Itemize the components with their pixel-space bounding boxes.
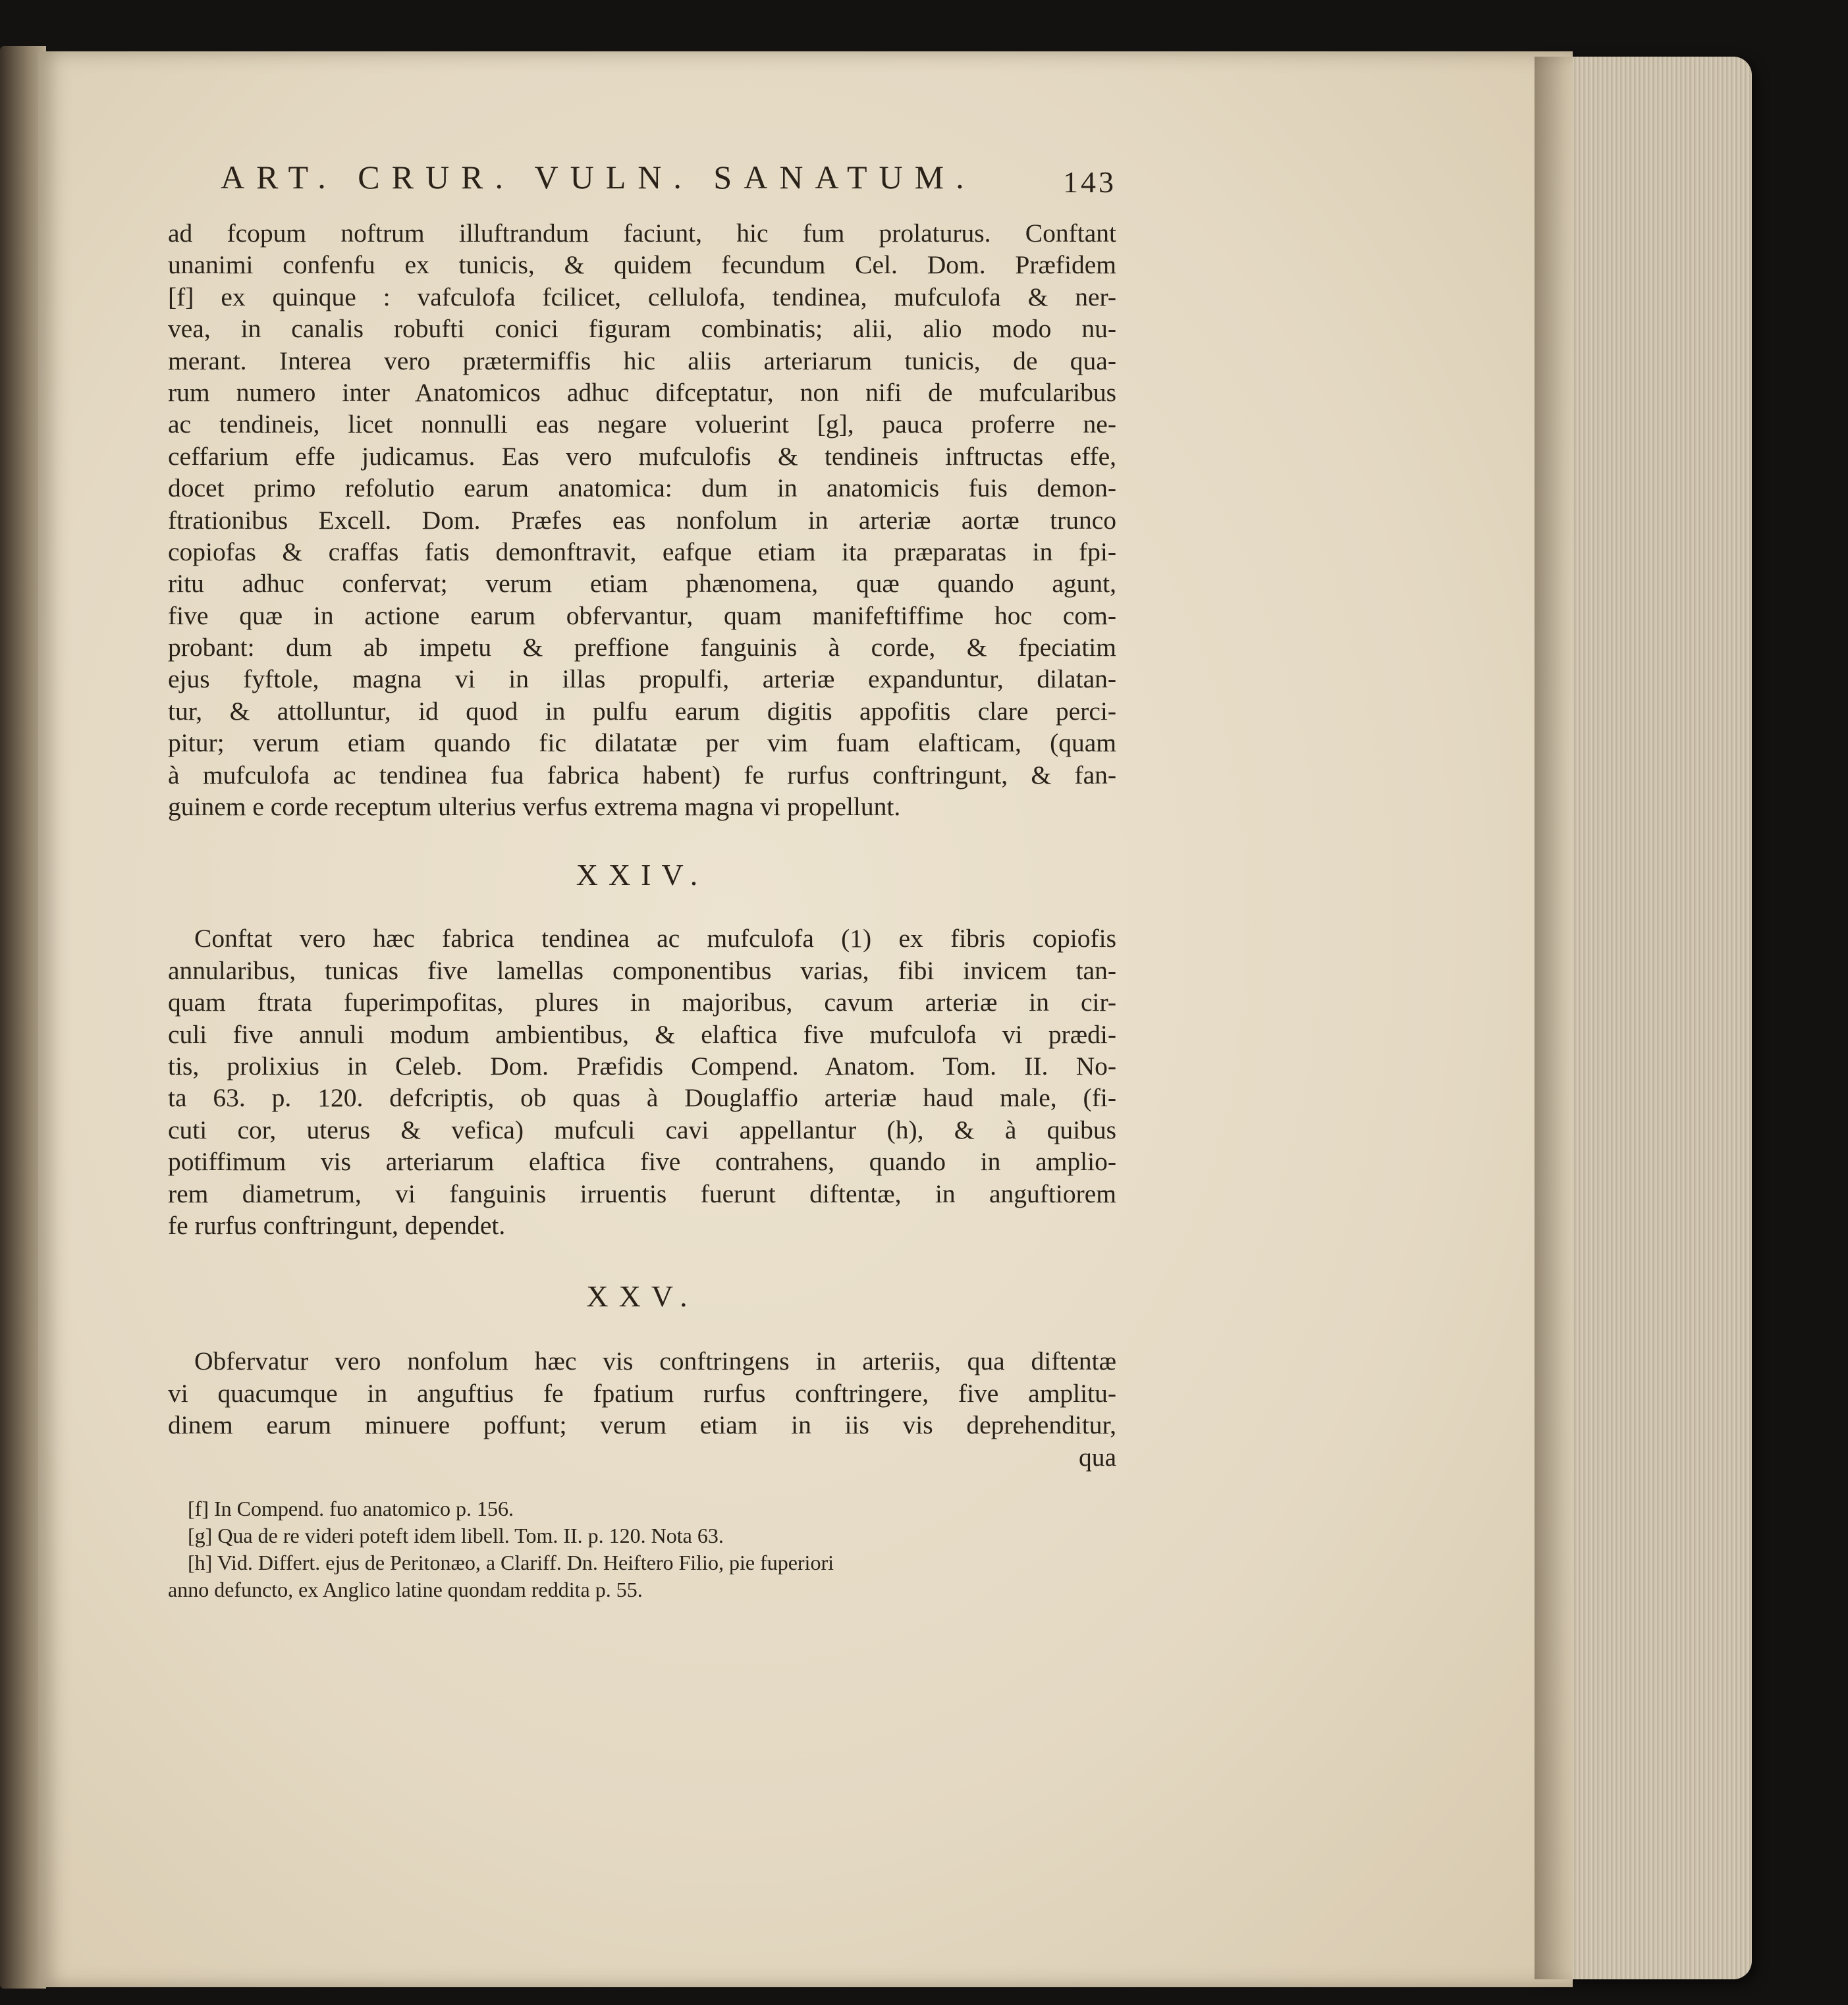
text-line: ta 63. p. 120. defcriptis, ob quas à Douglaffio arteriæ haud male, (fi- <box>168 1083 1116 1113</box>
text-line: five quæ in actione earum obfervantur, quam manifeftiffime hoc com- <box>168 601 1116 630</box>
text-line: guinem e corde receptum ulterius verfus extrema magna vi propellunt. <box>168 792 901 822</box>
text-line: vi quacumque in anguftius fe fpatium rurfus conftringere, five amplitu- <box>168 1378 1116 1408</box>
text-line: rem diametrum, vi fanguinis irruentis fuerunt diftentæ, in anguftiorem <box>168 1179 1116 1208</box>
footnote-h: [h] Vid. Differt. ejus de Peritonæo, a Clariff. Dn. Heiftero Filio, pie fuperiori <box>188 1550 834 1574</box>
text-line: tur, & attolluntur, id quod in pulfu earum digitis appofitis clare perci- <box>168 696 1116 726</box>
text-line: annularibus, tunicas five lamellas componentibus varias, fibi invicem tan- <box>168 955 1116 985</box>
text-line: ritu adhuc confervat; verum etiam phænomena, quæ quando agunt, <box>168 569 1116 599</box>
text-line: rum numero inter Anatomicos adhuc difceptatur, non nifi de mufcularibus <box>168 377 1116 407</box>
text-line: [f] ex quinque : vafculofa fcilicet, cellulofa, tendinea, mufculofa & ner- <box>168 282 1116 311</box>
running-head-title: ART. CRUR. VULN. SANATUM. <box>221 159 976 196</box>
footnote-g: [g] Qua de re videri poteft idem libell. Tom. II. p. 120. Nota 63. <box>188 1523 724 1547</box>
text-line: culi five annuli modum ambientibus, & elaftica five mufculofa vi prædi- <box>168 1019 1116 1049</box>
text-line: Obfervatur vero nonfolum hæc vis conftringens in arteriis, qua diftentæ <box>194 1347 1116 1376</box>
page-edge-shadow <box>1535 57 1574 1979</box>
page-number: 143 <box>1063 165 1116 199</box>
text-line: merant. Interea vero prætermiffis hic aliis arteriarum tunicis, de qua- <box>168 346 1116 375</box>
running-head <box>168 158 1116 217</box>
text-line: ejus fyftole, magna vi in illas propulfi, arteriæ expanduntur, dilatan- <box>168 664 1116 694</box>
section-heading-xxv: XXV. <box>586 1279 698 1314</box>
text-line: tis, prolixius in Celeb. Dom. Præfidis Compend. Anatom. Tom. II. No- <box>168 1051 1116 1081</box>
paragraph-2 <box>168 922 1116 1241</box>
text-line: copiofas & craffas fatis demonftravit, eafque etiam ita præparatas in fpi- <box>168 537 1116 566</box>
text-line: Conftat vero hæc fabrica tendinea ac mufculofa (1) ex fibris copiofis <box>194 924 1116 953</box>
text-block <box>168 158 1116 1603</box>
text-line: dinem earum minuere poffunt; verum etiam in iis vis deprehenditur, <box>168 1410 1116 1440</box>
text-line: cuti cor, uterus & vefica) mufculi cavi appellantur (h), & à quibus <box>168 1115 1116 1144</box>
footnote-h-continued: anno defuncto, ex Anglico latine quondam reddita p. 55. <box>168 1577 643 1601</box>
text-line: probant: dum ab impetu & preffione fanguinis à corde, & fpeciatim <box>168 633 1116 662</box>
catchword: qua <box>1078 1442 1116 1472</box>
text-line: ceffarium effe judicamus. Eas vero mufculofis & tendineis inftructas effe, <box>168 441 1116 471</box>
text-line: ftrationibus Excell. Dom. Præfes eas nonfolum in arteriæ aortæ trunco <box>168 505 1116 535</box>
footnotes <box>168 1495 1116 1603</box>
paragraph-1 <box>168 217 1116 822</box>
text-line: ad fcopum noftrum illuftrandum faciunt, hic fum prolaturus. Conftant <box>168 219 1116 248</box>
paragraph-3 <box>168 1345 1116 1473</box>
text-line: unanimi confenfu ex tunicis, & quidem fecundum Cel. Dom. Præfidem <box>168 250 1116 280</box>
text-line: pitur; verum etiam quando fic dilatatæ per vim fuam elafticam, (quam <box>168 728 1116 758</box>
text-line: vea, in canalis robufti conici figuram combinatis; alii, alio modo nu- <box>168 314 1116 344</box>
text-line: docet primo refolutio earum anatomica: dum in anatomicis fuis demon- <box>168 473 1116 503</box>
text-line: à mufculofa ac tendinea fua fabrica habent) fe rurfus conftringunt, & fan- <box>168 760 1116 789</box>
footnote-f: [f] In Compend. fuo anatomico p. 156. <box>188 1496 514 1520</box>
section-heading-xxiv: XXIV. <box>576 858 709 892</box>
text-line: potiffimum vis arteriarum elaftica five contrahens, quando in amplio- <box>168 1147 1116 1177</box>
text-line: ac tendineis, licet nonnulli eas negare voluerint [g], pauca proferre ne- <box>168 410 1116 439</box>
text-line: quam ftrata fuperimpofitas, plures in majoribus, cavum arteriæ in cir- <box>168 988 1116 1017</box>
text-line: fe rurfus conftringunt, dependet. <box>168 1210 506 1240</box>
